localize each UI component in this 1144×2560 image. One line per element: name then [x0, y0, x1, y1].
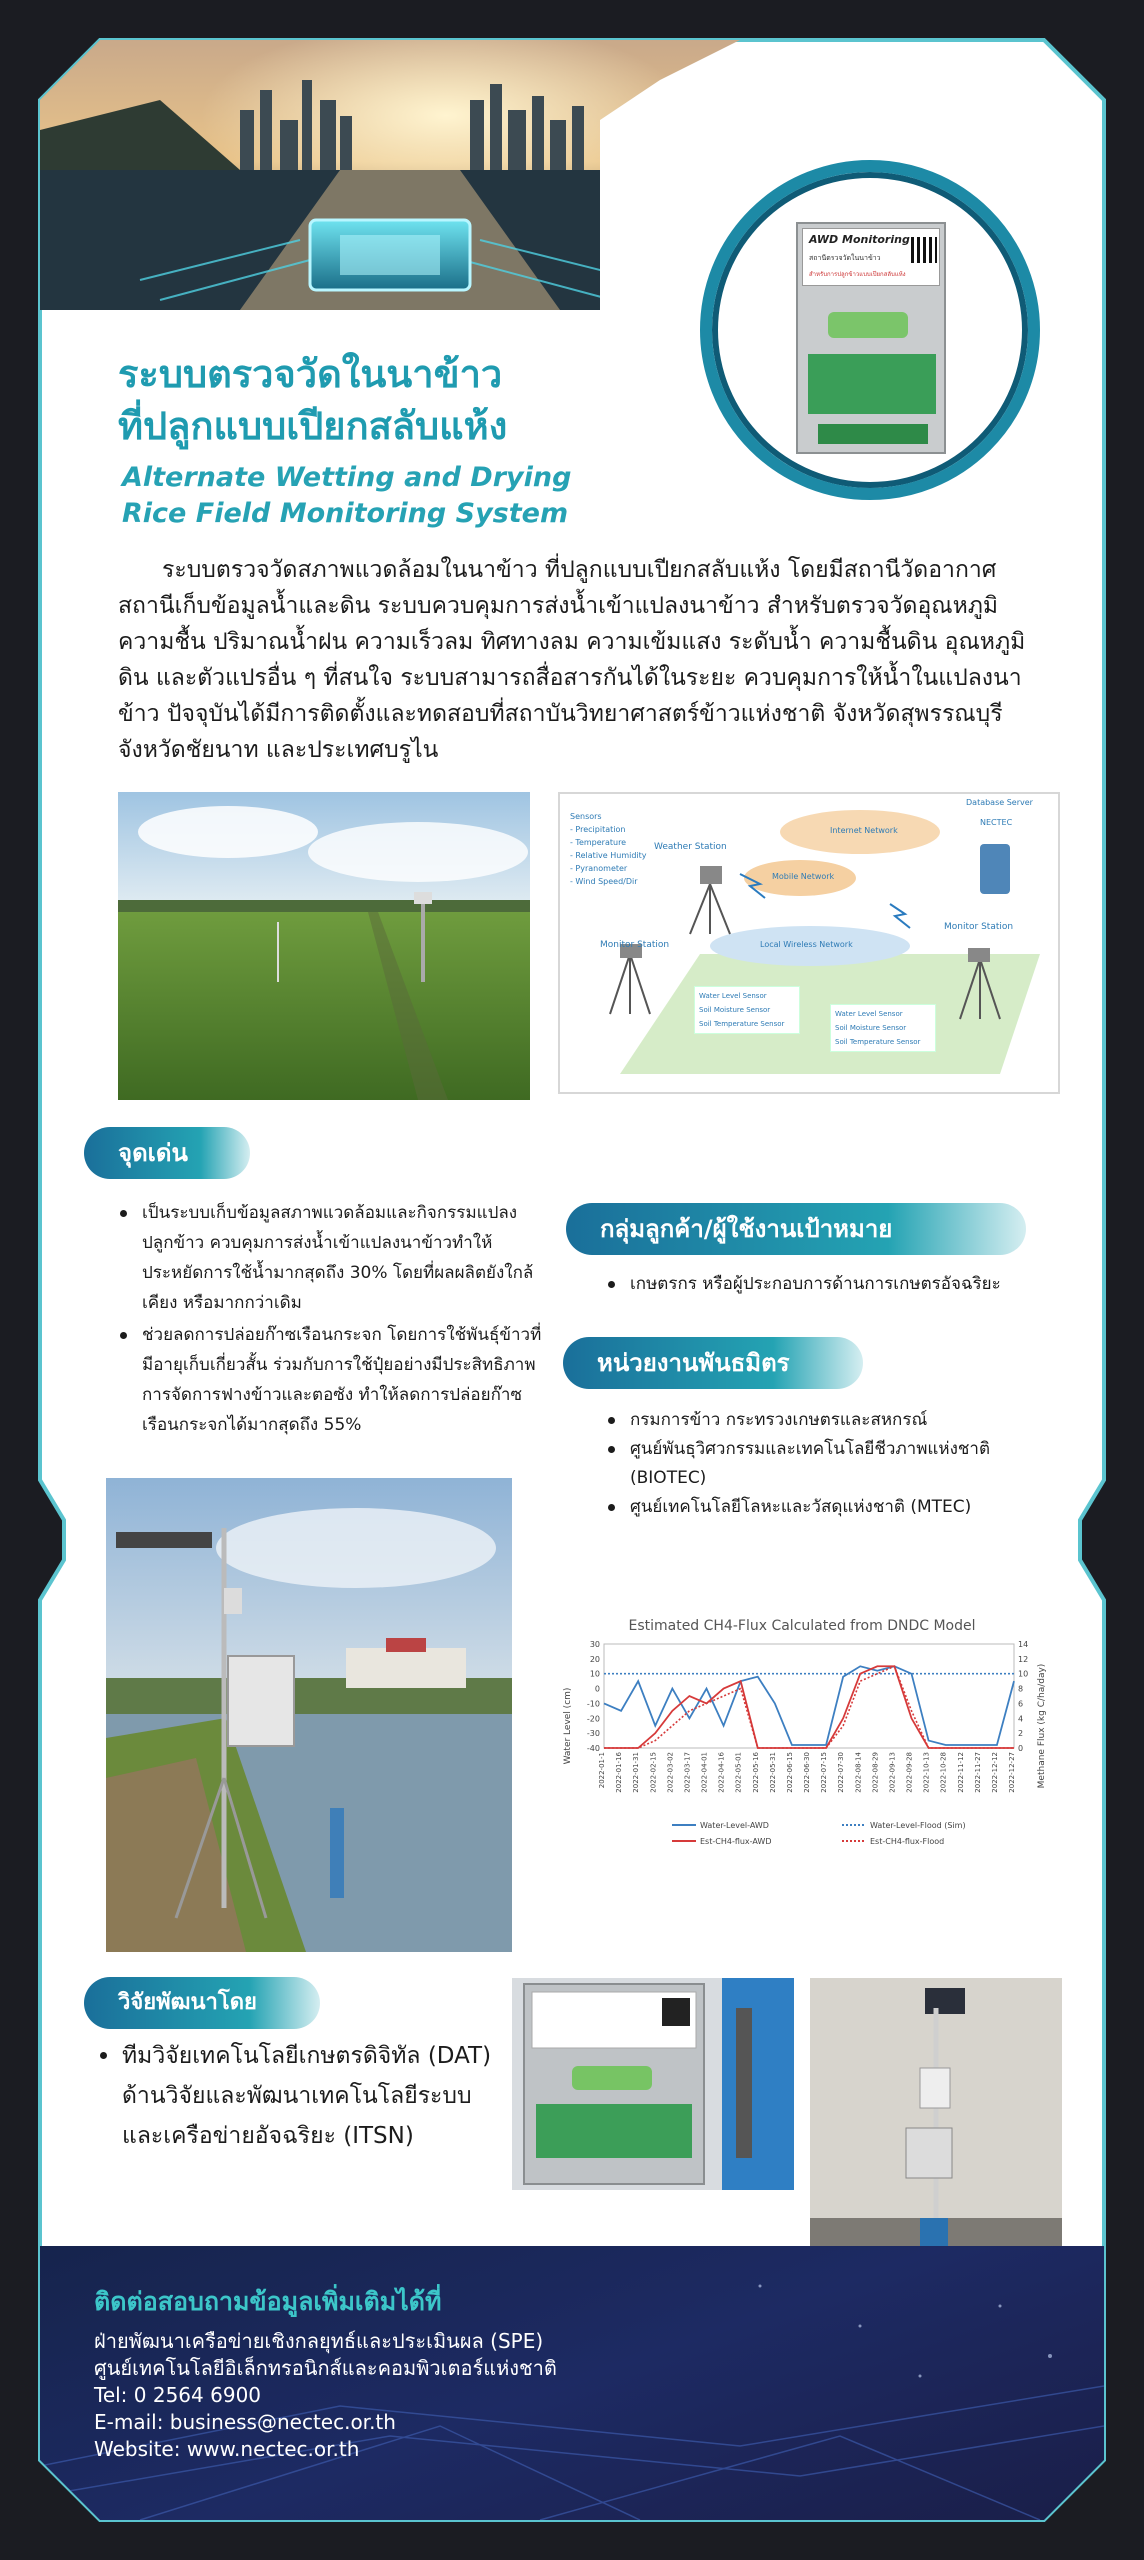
y-tick-label: 20 [589, 1654, 600, 1664]
system-diagram [558, 792, 1060, 1094]
highlights-heading: จุดเด่น [84, 1127, 250, 1179]
title-english: Alternate Wetting and Drying Rice Field Monitoring System [122, 462, 572, 529]
db-name-label: NECTEC [980, 818, 1013, 827]
legend-label: Water-Level-Flood (Sim) [870, 1821, 966, 1830]
contact-website[interactable]: Website: www.nectec.or.th [94, 2437, 360, 2461]
x-tick-label: 2022-04-16 [717, 1752, 726, 1793]
x-tick-label: 2022-04-01 [700, 1752, 709, 1793]
list-item: เป็นระบบเก็บข้อมูลสภาพแวดล้อมและกิจกรรมแปลงปลูกข้าว ควบคุมการส่งน้ำเข้าแปลงนาข้าวทำให้ประหยัดการใช้น้ำมากสุดถึง 30% โดยที่ผลผลิตยังใกล้เคียง หรือมากกว่าเดิม [118, 1198, 548, 1318]
x-tick-label: 2022-12-12 [990, 1752, 999, 1793]
x-tick-label: 2022-08-14 [854, 1752, 863, 1793]
monitor-right-label: Monitor Station [944, 922, 1014, 932]
x-tick-label: 2022-07-15 [820, 1752, 829, 1793]
nectec-logo [830, 62, 1060, 142]
y-tick-label: 10 [589, 1669, 600, 1679]
db-server-label: Database Server [966, 798, 1033, 807]
y2-tick-label: 2 [1018, 1729, 1024, 1739]
y-tick-label: -40 [586, 1744, 600, 1753]
y-tick-label: -30 [586, 1729, 600, 1739]
x-tick-label: 2022-05-31 [768, 1752, 777, 1793]
x-tick-label: 2022-11-12 [956, 1752, 965, 1793]
x-tick-label: 2022-01-1 [598, 1752, 606, 1789]
x-tick-label: 2022-05-16 [751, 1752, 760, 1793]
y2-tick-label: 12 [1018, 1654, 1029, 1664]
series-line [604, 1666, 1014, 1748]
chart-title: Estimated CH4-Flux Calculated from DNDC Model [628, 1618, 976, 1634]
lwn-label: Local Wireless Network [760, 940, 853, 949]
developer-heading: วิจัยพัฒนาโดย [84, 1977, 320, 2029]
chart-svg [552, 1616, 1052, 1852]
x-tick-label: 2022-05-01 [734, 1752, 743, 1793]
device-label: AWD Monitoring สถานีตรวจวัดในนาข้าว สำหรับการปลูกข้าวแบบเปียกสลับแห้ง [802, 228, 940, 286]
mobile-label: Mobile Network [772, 872, 835, 881]
x-tick-label: 2022-12-27 [1008, 1752, 1016, 1793]
x-tick-label: 2022-09-28 [905, 1752, 914, 1793]
terminal-block [818, 424, 928, 444]
device-box [796, 222, 946, 454]
x-tick-label: 2022-10-28 [939, 1752, 948, 1793]
highlights-list [118, 1198, 548, 1442]
developer-list [98, 2036, 498, 2156]
internet-label: Internet Network [830, 826, 898, 835]
x-tick-label: 2022-03-17 [683, 1752, 692, 1793]
device-photo-circle [700, 160, 1040, 500]
legend-label: Est-CH4-flux-Flood [870, 1837, 945, 1846]
customers-list [606, 1270, 1046, 1298]
circuit-board [808, 354, 936, 414]
contact-center: ศูนย์เทคโนโลยีอิเล็กทรอนิกส์และคอมพิวเตอร์แห่งชาติ [94, 2356, 557, 2380]
x-tick-label: 2022-06-15 [785, 1752, 794, 1793]
partners-list [606, 1406, 1066, 1522]
x-tick-label: 2022-09-13 [888, 1752, 897, 1793]
y-tick-label: -20 [586, 1714, 600, 1724]
x-tick-label: 2022-03-02 [666, 1752, 675, 1793]
intro-paragraph: ระบบตรวจวัดสภาพแวดล้อมในนาข้าว ที่ปลูกแบบเปียกสลับแห้ง โดยมีสถานีวัดอากาศ สถานีเก็บข้อมูลน้ำและดิน ระบบควบคุมการส่งน้ำเข้าแปลงนาข้าว สำหรับตรวจวัดอุณหภูมิ ความชื้น ปริมาณน้ำฝน ความเร็วลม ทิศทางลม ความเข้มแสง ระดับน้ำ ความชื้นดิน อุณหภูมิดิน และตัวแปรอื่น ๆ ที่สนใจ ระบบสามารถสื่อสารกันได้ในระยะ ควบคุมการให้น้ำในแปลงนาข้าว ปัจจุบันได้มีการติดตั้งและทดสอบที่สถาบันวิทยาศาสตร์ข้าวแห่งชาติ จังหวัดสุพรรณบุรี จังหวัดชัยนาท และประเทศบรูไน [118, 557, 1026, 763]
battery-pack [828, 312, 908, 338]
x-tick-label: 2022-07-30 [837, 1752, 846, 1793]
monitor-station-photo [106, 1478, 512, 1952]
y-tick-label: 0 [594, 1684, 600, 1694]
partners-heading: หน่วยงานพันธมิตร [563, 1337, 863, 1389]
y2-tick-label: 14 [1018, 1640, 1029, 1649]
list-item: เกษตรกร หรือผู้ประกอบการด้านการเกษตรอัจฉริยะ [606, 1270, 1046, 1298]
series-line [604, 1666, 1014, 1748]
list-item: ทีมวิจัยเทคโนโลยีเกษตรดิจิทัล (DAT) ด้านวิจัยและพัฒนาเทคโนโลยีระบบและเครือข่ายอัจฉริยะ (ITSN) [98, 2036, 498, 2156]
x-tick-label: 2022-01-16 [615, 1752, 624, 1793]
sensor-list: Sensors - Precipitation - Temperature - Relative Humidity - Pyranometer - Wind Speed/Dir [570, 812, 647, 886]
y2-tick-label: 0 [1018, 1744, 1024, 1753]
y-tick-label: -10 [586, 1699, 600, 1709]
customers-heading: กลุ่มลูกค้า/ผู้ใช้งานเป้าหมาย [566, 1203, 1026, 1255]
contact-email[interactable]: E-mail: business@nectec.or.th [94, 2410, 396, 2434]
x-tick-label: 2022-08-29 [871, 1752, 880, 1793]
x-tick-label: 2022-11-27 [973, 1752, 982, 1793]
contact-org: ฝ่ายพัฒนาเครือข่ายเชิงกลยุทธ์และประเมินผล (SPE) [94, 2329, 544, 2353]
x-tick-label: 2022-06-30 [803, 1752, 811, 1793]
qr-code-icon [911, 237, 937, 263]
ch4-flux-chart [552, 1616, 1052, 1852]
list-item: ศูนย์เทคโนโลยีโลหะและวัสดุแห่งชาติ (MTEC) [606, 1493, 1066, 1522]
x-tick-label: 2022-02-15 [649, 1752, 658, 1793]
list-item: ศูนย์พันธุวิศวกรรมและเทคโนโลยีชีวภาพแห่งชาติ (BIOTEC) [606, 1435, 1066, 1493]
y2-tick-label: 4 [1018, 1714, 1024, 1724]
y2-tick-label: 8 [1018, 1684, 1024, 1694]
title-thai: ระบบตรวจวัดในนาข้าว ที่ปลูกแบบเปียกสลับแห้ง [118, 352, 508, 448]
y2-tick-label: 6 [1018, 1699, 1024, 1709]
sensor-box-right: Water Level Sensor Soil Moisture Sensor Soil Temperature Sensor [830, 1004, 936, 1052]
series-line [604, 1666, 1014, 1745]
chart-ylabel: Water Level (cm) [563, 1687, 573, 1765]
contact-tel: Tel: 0 2564 6900 [94, 2383, 262, 2407]
logo-name: NECTEC [830, 76, 985, 117]
monitor-left-label: Monitor Station [600, 940, 670, 950]
list-item: ช่วยลดการปล่อยก๊าซเรือนกระจก โดยการใช้พันธุ์ข้าวที่มีอายุเก็บเกี่ยวสั้น ร่วมกับการใช้ปุ๋ยอย่างมีประสิทธิภาพ การจัดการฟางข้าวและตอซัง ทำให้ลดการปล่อยก๊าซเรือนกระจกได้มากสุดถึง 55% [118, 1320, 548, 1440]
contact-details [94, 2328, 794, 2463]
legend-label: Water-Level-AWD [700, 1821, 769, 1830]
contact-heading: ติดต่อสอบถามข้อมูลเพิ่มเติมได้ที่ [94, 2287, 442, 2316]
legend-label: Est-CH4-flux-AWD [700, 1837, 772, 1846]
rice-field-photo [118, 792, 530, 1100]
y-tick-label: 30 [589, 1640, 600, 1649]
x-tick-label: 2022-01-31 [632, 1752, 641, 1793]
sensor-box-left: Water Level Sensor Soil Moisture Sensor Soil Temperature Sensor [694, 986, 800, 1034]
y2-tick-label: 10 [1018, 1669, 1029, 1679]
chart-y2label: Methane Flux (kg C/ha/day) [1037, 1663, 1047, 1789]
x-tick-label: 2022-10-13 [922, 1752, 931, 1793]
weather-station-label: Weather Station [654, 842, 727, 852]
list-item: กรมการข้าว กระทรวงเกษตรและสหกรณ์ [606, 1406, 1066, 1435]
logo-member: a member of NSTDA [886, 120, 1014, 140]
device-box-photo [512, 1978, 794, 2190]
